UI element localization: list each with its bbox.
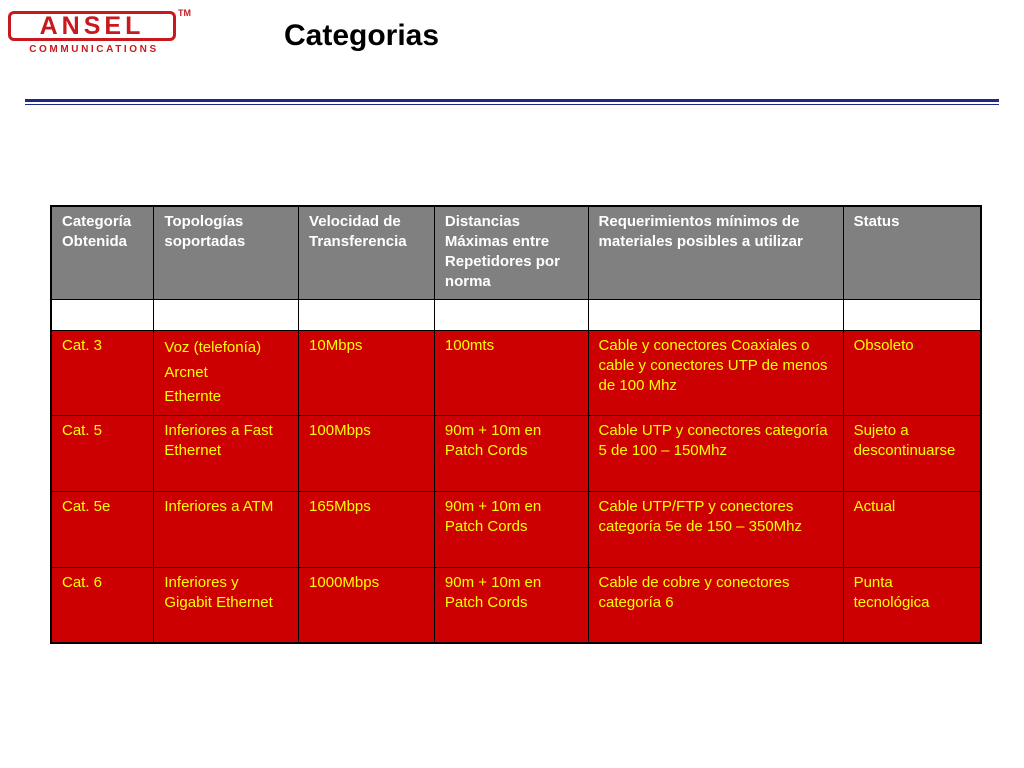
cell-materials: Cable y conectores Coaxiales o cable y conectores UTP de menos de 100 Mhz — [588, 331, 843, 416]
table-row-blank — [51, 300, 981, 331]
table-cell — [51, 300, 154, 331]
cell-category: Cat. 5e — [51, 491, 154, 567]
cell-topologies: Inferiores a Fast Ethernet — [154, 415, 299, 491]
topology-item: Arcnet — [164, 363, 208, 381]
cell-materials: Cable UTP/FTP y conectores categoría 5e de 150 – 350Mhz — [588, 491, 843, 567]
cell-distance: 100mts — [434, 331, 588, 416]
cell-topologies: Inferiores a ATM — [154, 491, 299, 567]
table-header-row — [51, 206, 981, 300]
header-distance: Distancias Máximas entre Repetidores por norma — [434, 206, 588, 300]
table-cell — [434, 300, 588, 331]
header-topologies: Topologías soportadas — [154, 206, 299, 300]
table-cell — [843, 300, 981, 331]
cell-topologies — [154, 331, 299, 416]
table-cell — [588, 300, 843, 331]
cell-materials: Cable de cobre y conectores categoría 6 — [588, 567, 843, 643]
topology-item: Voz (telefonía) — [164, 339, 262, 356]
table-cell — [154, 300, 299, 331]
cell-status: Punta tecnológica — [843, 567, 981, 643]
cell-status: Obsoleto — [843, 331, 981, 416]
cell-topologies: Inferiores y Gigabit Ethernet — [154, 567, 299, 643]
cell-speed: 1000Mbps — [299, 567, 435, 643]
cell-speed: 10Mbps — [299, 331, 435, 416]
cell-distance: 90m + 10m en Patch Cords — [434, 491, 588, 567]
topology-item: Ethernte — [164, 388, 222, 405]
cell-category: Cat. 3 — [51, 331, 154, 416]
cell-speed: 100Mbps — [299, 415, 435, 491]
logo-subtitle: COMMUNICATIONS — [29, 44, 159, 55]
cell-status: Sujeto a descontinuarse — [843, 415, 981, 491]
cell-status: Actual — [843, 491, 981, 567]
cell-distance: 90m + 10m en Patch Cords — [434, 415, 588, 491]
header-divider-thin — [25, 104, 999, 105]
cell-materials: Cable UTP y conectores categoría 5 de 100 – 150Mhz — [588, 415, 843, 491]
cell-category: Cat. 6 — [51, 567, 154, 643]
cell-distance: 90m + 10m en Patch Cords — [434, 567, 588, 643]
logo-trademark: TM — [178, 8, 191, 18]
header-category: Categoría Obtenida — [51, 206, 154, 300]
logo-frame — [8, 11, 176, 41]
header-status: Status — [843, 206, 981, 300]
page-title: Categorias — [284, 19, 440, 52]
cell-category: Cat. 5 — [51, 415, 154, 491]
cell-speed: 165Mbps — [299, 491, 435, 567]
categories-table — [50, 205, 982, 644]
table-row — [51, 415, 981, 491]
header-materials: Requerimientos mínimos de materiales posibles a utilizar — [588, 206, 843, 300]
table-row — [51, 331, 981, 416]
ansel-logo — [8, 8, 190, 58]
table-cell — [299, 300, 435, 331]
header-divider — [25, 99, 999, 102]
table-row — [51, 491, 981, 567]
logo-wordmark: ANSEL — [39, 11, 145, 40]
table-row — [51, 567, 981, 643]
header-speed: Velocidad de Transferencia — [299, 206, 435, 300]
